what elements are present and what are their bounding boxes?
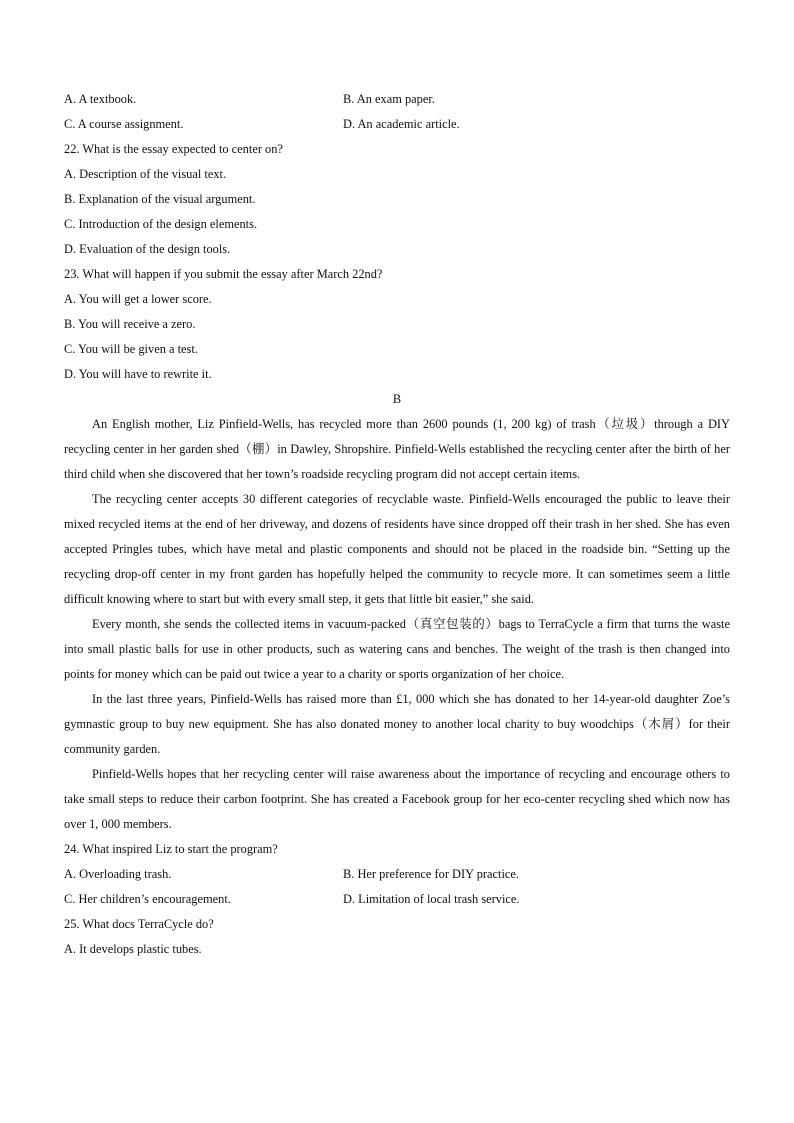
q21-options-row-2 <box>64 112 730 137</box>
passage-paragraph-1: An English mother, Liz Pinfield-Wells, has recycled more than 2600 pounds (1, 200 kg) of trash（垃圾）through a DIY recycling center in her garden shed（棚）in Dawley, Shropshire. Pinfield-Wells established the recycling center after the birth of her third child when she discovered that her town’s roadside recycling program did not accept certain items. <box>64 417 730 481</box>
q21-option-a: A. A textbook. <box>64 92 137 106</box>
q23-option-c: C. You will be given a test. <box>64 342 198 356</box>
q22-option-b: B. Explanation of the visual argument. <box>64 192 256 206</box>
q24-option-c: C. Her children’s encouragement. <box>64 892 231 906</box>
q23-question: 23. What will happen if you submit the essay after March 22nd? <box>64 267 383 281</box>
passage-paragraph-3: Every month, she sends the collected items in vacuum-packed（真空包装的）bags to TerraCycle a firm that turns the waste into small plastic balls for use in other products, such as watering cans and benches. The weight of the trash is then changed into points for money which can be paid out twice a year to a charity or sports organization of her choice. <box>64 617 730 681</box>
q25-option-a: A. It develops plastic tubes. <box>64 942 202 956</box>
q21-option-c: C. A course assignment. <box>64 117 184 131</box>
passage-paragraph-4: In the last three years, Pinfield-Wells has raised more than £1, 000 which she has donated to her 14-year-old daughter Zoe’s gymnastic group to buy new equipment. She has also donated money to another local charity to buy woodchips（木屑）for their community garden. <box>64 692 730 756</box>
q24-option-a: A. Overloading trash. <box>64 867 172 881</box>
q21-option-d: D. An academic article. <box>343 117 460 131</box>
q23-option-d: D. You will have to rewrite it. <box>64 367 212 381</box>
passage-paragraph-2: The recycling center accepts 30 different categories of recyclable waste. Pinfield-Wells encouraged the public to leave their mixed recycled items at the end of her driveway, and dozens of residents have since dropped off their trash in her shed. She has even accepted Pringles tubes, which have metal and plastic components and should not be placed in the roadside bin. “Setting up the recycling drop-off center in my front garden has hopefully helped the community to recycle more. It can sometimes seem a little difficult knowing where to start but with every small step, it gets that little bit easier,” she said. <box>64 492 730 606</box>
q22-option-a: A. Description of the visual text. <box>64 167 227 181</box>
q25-question: 25. What docs TerraCycle do? <box>64 917 214 931</box>
q24-options-row-2 <box>64 887 730 912</box>
q22-option-d: D. Evaluation of the design tools. <box>64 242 231 256</box>
section-b-label: B <box>392 392 402 406</box>
exam-page <box>64 87 730 962</box>
q22-option-c: C. Introduction of the design elements. <box>64 217 258 231</box>
q24-option-b: B. Her preference for DIY practice. <box>343 867 520 881</box>
q23-option-b: B. You will receive a zero. <box>64 317 196 331</box>
q24-question: 24. What inspired Liz to start the program? <box>64 842 278 856</box>
q23-option-a: A. You will get a lower score. <box>64 292 212 306</box>
passage-paragraph-5: Pinfield-Wells hopes that her recycling center will raise awareness about the importance of recycling and encourage others to take small steps to reduce their carbon footprint. She has created a Facebook group for her eco-center recycling shed which now has over 1, 000 members. <box>64 767 730 831</box>
q21-options-row-1 <box>64 87 730 112</box>
q24-options-row-1 <box>64 862 730 887</box>
q22-question: 22. What is the essay expected to center on? <box>64 142 283 156</box>
q24-option-d: D. Limitation of local trash service. <box>343 892 520 906</box>
q21-option-b: B. An exam paper. <box>343 92 435 106</box>
